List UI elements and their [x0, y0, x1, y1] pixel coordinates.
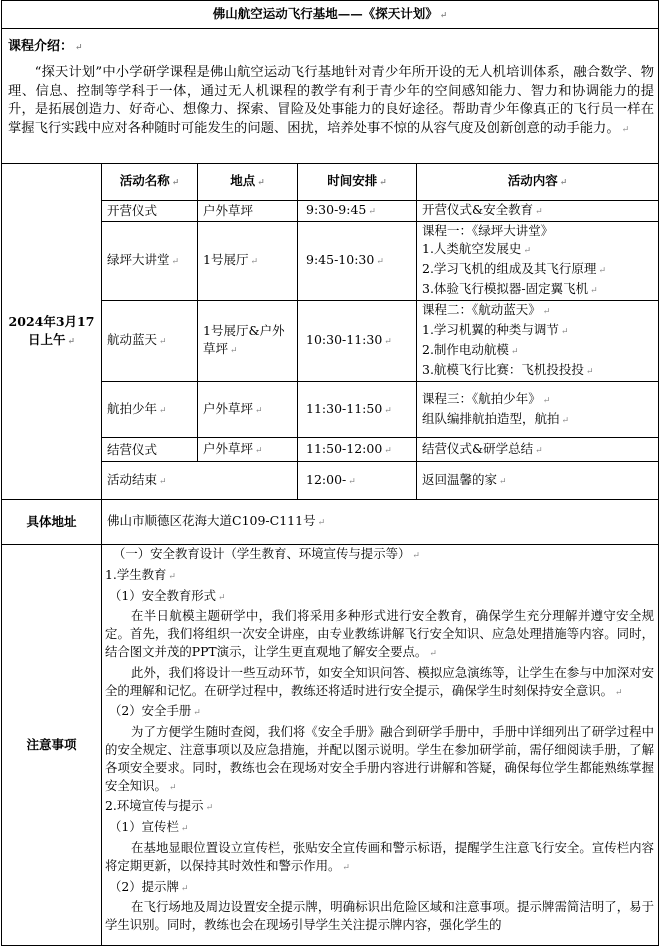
activity-content: 开营仪式&安全教育 [422, 202, 534, 217]
header-activity: 活动名称 [119, 173, 170, 188]
notes-subheading: （2）提示牌 [109, 878, 179, 894]
notes-paragraph: 在飞行场地及周边设置安全提示牌，明确标识出危险区域和注意事项。提示牌需简洁明了，易于学生识别。同时，教练也会在现场引导学生关注提示牌内容，强化学生的 [105, 899, 655, 933]
intro-label: 课程介绍： [8, 39, 74, 54]
activity-content-line: 组队编排航拍造型，航拍 [422, 410, 560, 426]
activity-name: 结营仪式 [107, 441, 158, 457]
activity-content: 返回温馨的家 [422, 471, 498, 487]
activity-content: 结营仪式&研学总结 [422, 440, 534, 456]
notes-subheading: 2.环境宣传与提示 [105, 798, 204, 814]
document-title: 佛山航空运动飞行基地——《探天计划》 [212, 5, 438, 21]
course-plan-table [1, 0, 659, 946]
notes-body [102, 545, 659, 946]
activity-content-line: 课程三：《航拍少年》 [422, 390, 541, 406]
activity-content-line: 1.人类航空发展史 [422, 241, 522, 256]
header-time: 时间安排 [327, 173, 378, 188]
header-place: 地点 [230, 173, 256, 188]
notes-subheading: （1）安全教育形式 [109, 587, 217, 603]
date-cell [2, 164, 102, 500]
notes-subheading: （2）安全手册 [109, 703, 192, 719]
activity-place: 户外草坪 [203, 400, 254, 416]
activity-name: 绿坪大讲堂 [107, 252, 170, 267]
activity-content-line: 1.学习机翼的种类与调节 [422, 322, 559, 337]
date-label: 2024年3月17日上午 [8, 313, 95, 347]
notes-paragraph: 为了方便学生随时查阅，我们将《安全手册》融合到研学手册中，手册中详细列出了研学过程中的安全规定、注意事项以及应急措施，并配以图示说明。学生在参加研学前，需仔细阅读手册，了解各项安全要求。同时，教练也会在现场对安全手册内容进行讲解和答疑，确保每位学生都能熟练掌握安全知识。 [105, 724, 655, 793]
activity-place: 户外草坪 [203, 440, 254, 456]
activity-time: 12:00- [306, 471, 347, 487]
activity-content-line: 3.体验飞行模拟器-固定翼飞机 [422, 281, 589, 296]
notes-row [2, 545, 659, 946]
address-row [2, 500, 659, 545]
intro-text: “探天计划”中小学研学课程是佛山航空运动飞行基地针对青少年所开设的无人机培训体系，融合数学、物理、信息、控制等学科于一体，通过无人机课程的教学有利于青少年的空间感知能力、智力和协调能力的提升，是拓展创造力、好奇心、想像力、探索、冒险及处事能力的良好途径。帮助青少年像真正的飞行员一样在掌握飞行实践中应对各种随时可能发生的问题、困扰，培养处事不惊的从容气度及创新创意的动手能力。 [8, 65, 655, 136]
activity-time: 11:30-11:50 [306, 400, 383, 416]
activity-time: 11:50-12:00 [306, 440, 383, 456]
activity-content-line: 2.学习飞机的组成及其飞行原理 [422, 261, 597, 276]
header-content: 活动内容 [507, 173, 558, 188]
schedule-header-row [2, 164, 659, 201]
activity-place: 户外草坪 [203, 203, 254, 218]
intro-row [2, 29, 659, 164]
activity-name: 活动结束 [107, 471, 158, 487]
notes-paragraph: 在半日航模主题研学中，我们将采用多种形式进行安全教育，确保学生充分理解并遵守安全规定。首先，我们将组织一次安全讲座，由专业教练讲解飞行安全知识、应急处理措施等内容。同时，结合图文并茂的PPT演示，让学生更直观地了解安全要点。 [105, 608, 655, 659]
address-label: 具体地址 [26, 514, 77, 529]
activity-content-line: 3.航模飞行比赛：飞机投投投 [422, 362, 584, 377]
notes-paragraph: 在基地显眼位置设立宣传栏，张贴安全宣传画和警示标语，提醒学生注意飞行安全。宣传栏内容将定期更新，以保持其时效性和警示作用。 [105, 839, 655, 873]
activity-content-line: 课程二：《航动蓝天》 [422, 302, 541, 317]
activity-time: 10:30-11:30 [306, 332, 383, 347]
activity-name: 航动蓝天 [107, 332, 158, 347]
notes-subheading: 1.学生教育 [105, 566, 167, 582]
activity-content-line: 2.制作电动航模 [422, 342, 509, 357]
activity-time: 9:30-9:45 [306, 202, 367, 217]
title-row [2, 1, 659, 29]
activity-place: 1号展厅&户外草坪 [203, 323, 285, 356]
activity-name: 航拍少年 [107, 400, 158, 416]
activity-time: 9:45-10:30 [306, 252, 375, 267]
notes-subheading: （1）宣传栏 [109, 819, 179, 835]
activity-place: 1号展厅 [203, 252, 249, 267]
activity-content-line: 课程一：《绿坪大讲堂》 [422, 223, 554, 238]
notes-heading: （一）安全教育设计（学生教育、环境宣传与提示等） [113, 546, 411, 561]
notes-paragraph: 此外，我们将设计一些互动环节，如安全知识问答、模拟应急演练等，让学生在参与中加深对安全的理解和记忆。在研学过程中，教练还将适时进行安全提示，确保学生时刻保持安全意识。 [105, 664, 655, 698]
activity-name: 开营仪式 [107, 203, 158, 218]
notes-label: 注意事项 [26, 737, 77, 752]
address-value: 佛山市顺德区花海大道C109-C111号 [107, 513, 316, 528]
